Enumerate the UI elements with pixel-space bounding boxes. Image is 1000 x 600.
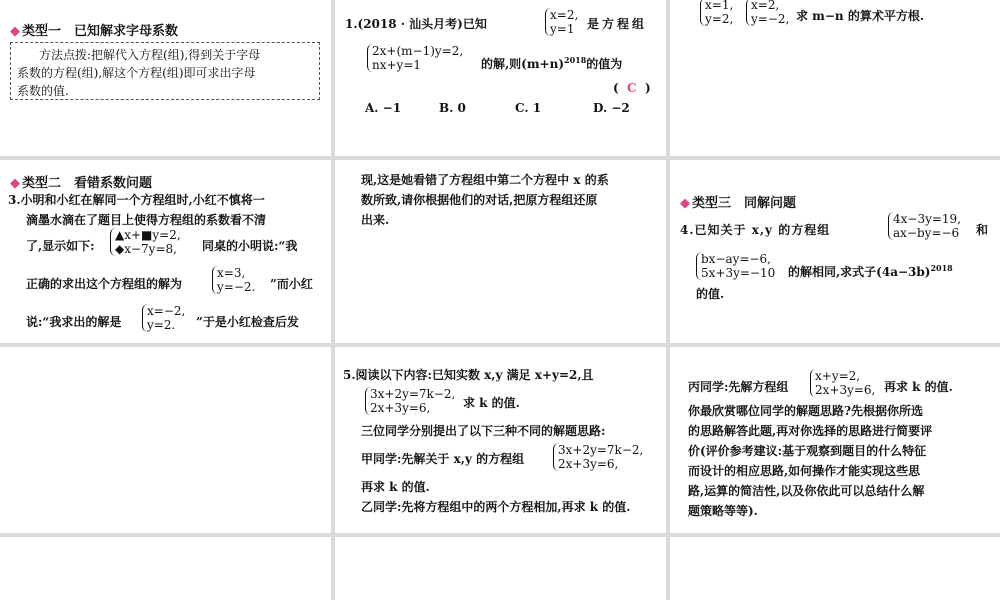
q5c-line-4: 价(评价参考建议:基于观察到题目的什么特征 bbox=[688, 444, 927, 458]
q5-line-4: 甲同学:先解关于 x,y 的方程组 bbox=[361, 452, 525, 466]
q5c-line-1b: 再求 k 的值. bbox=[884, 380, 953, 394]
answer-choice: C bbox=[627, 81, 637, 95]
option-d: D. −2 bbox=[593, 101, 630, 115]
method-tip-box bbox=[10, 42, 320, 100]
q5c-line-5: 而设计的相应思路,如何操作才能实现这些思 bbox=[688, 464, 921, 478]
q5c-line-6: 路,运算的简洁性,以及你依此可以总结什么解 bbox=[688, 484, 925, 498]
q3-correct-solution: x=3, y=−2. bbox=[212, 266, 255, 294]
method-line-3: 系数的值. bbox=[17, 84, 69, 98]
q3-line-5b: ”于是小红检查后发 bbox=[196, 315, 299, 329]
q3-line-4a: 正确的求出这个方程组的解为 bbox=[26, 277, 183, 291]
q1-answer: ( C ) bbox=[613, 81, 651, 95]
q3-line-4b: ”而小红 bbox=[270, 277, 313, 291]
diamond-icon: ◆ bbox=[680, 196, 690, 211]
cont1-text: 求 m−n 的算术平方根. bbox=[796, 9, 925, 23]
panel-continued-2 bbox=[335, 160, 666, 343]
q4-line-2: 的解相同,求式子$(4a-3b)^{2018}$ bbox=[788, 263, 953, 279]
q5-line-5: 再求 k 的值. bbox=[361, 480, 430, 494]
panel-blank-1 bbox=[0, 347, 331, 533]
q5-system-a: 3x+2y=7k−2, 2x+3y=6, bbox=[553, 443, 643, 471]
q1-solution: x=2, y=1 bbox=[545, 8, 578, 36]
q3-line-2: 滴墨水滴在了题目上使得方程组的系数看不清 bbox=[26, 213, 267, 227]
diamond-icon: ◆ bbox=[10, 176, 20, 191]
option-c: C. 1 bbox=[515, 101, 542, 115]
panel-type3 bbox=[670, 160, 1000, 343]
panel-blank-3 bbox=[335, 537, 666, 600]
q5c-line-1: 丙同学:先解方程组 bbox=[688, 380, 789, 394]
q5c-line-7: 题策略等等). bbox=[688, 504, 758, 518]
method-line-2: 系数的方程(组),解这个方程(组)即可求出字母 bbox=[17, 66, 256, 80]
cont2-line-2: 数所致,请你根据他们的对话,把原方程组还原 bbox=[361, 193, 598, 207]
q5c-system: x+y=2, 2x+3y=6, bbox=[810, 369, 875, 397]
q5-line-2: 求 k 的值. bbox=[463, 396, 520, 410]
option-b: B. 0 bbox=[439, 101, 466, 115]
q1-system: 2x+(m−1)y=2, nx+y=1 bbox=[367, 44, 463, 72]
cont2-line-1: 现,这是她看错了方程组中第二个方程中 x 的系 bbox=[361, 173, 609, 187]
q5c-line-2: 你最欣赏哪位同学的解题思路?先根据你所选 bbox=[688, 404, 924, 418]
q4-line-1: 4.已知关于 x,y 的方程组 bbox=[680, 223, 831, 237]
q3-line-5a: 说:“我求出的解是 bbox=[26, 315, 122, 329]
q1-prefix: 1.(2018 · 汕头月考)已知 bbox=[345, 17, 487, 31]
q5c-line-3: 的思路解答此题,再对你选择的思路进行简要评 bbox=[688, 424, 933, 438]
q3-wrong-solution: x=−2, y=2. bbox=[142, 304, 185, 332]
method-line-1: 方法点拨:把解代入方程(组),得到关于字母 bbox=[39, 48, 261, 62]
q5-system: 3x+2y=7k−2, 2x+3y=6, bbox=[365, 387, 455, 415]
q1-mid: 是方程组 bbox=[587, 17, 648, 31]
type2-heading: ◆ 类型二 看错系数问题 bbox=[10, 176, 153, 191]
panel-blank-2 bbox=[0, 537, 331, 600]
option-a: A. −1 bbox=[365, 101, 402, 115]
panel-blank-4 bbox=[670, 537, 1000, 600]
q3-line-3a: 了,显示如下: bbox=[26, 239, 95, 253]
panel-type1 bbox=[0, 0, 331, 156]
sol-pair-2: x=2, y=−2, bbox=[746, 0, 789, 26]
q3-ink-system: ▲x+■y=2, ◆x−7y=8, bbox=[110, 228, 181, 256]
q3-line-1: 3.小明和小红在解同一个方程组时,小红不慎将一 bbox=[8, 193, 265, 207]
panel-continued-1 bbox=[670, 0, 1000, 156]
sol-pair-1: x=1, y=2, bbox=[700, 0, 733, 26]
q1-suffix: 的解,则$(m+n)^{2018}$的值为 bbox=[481, 55, 623, 71]
q4-line-3: 的值. bbox=[696, 287, 725, 301]
q4-and: 和 bbox=[976, 223, 989, 237]
cont2-line-3: 出来. bbox=[361, 213, 390, 227]
q3-line-3b: 同桌的小明说:“我 bbox=[202, 239, 298, 253]
panel-type2 bbox=[0, 160, 331, 343]
panel-question5-cont bbox=[670, 347, 1000, 533]
q4-system-2: bx−ay=−6, 5x+3y=−10 bbox=[696, 252, 775, 280]
q5-line-1: 5.阅读以下内容:已知实数 x,y 满足 x+y=2,且 bbox=[343, 368, 594, 382]
type3-heading: ◆ 类型三 同解问题 bbox=[680, 196, 797, 211]
q4-system-1: 4x−3y=19, ax−by=−6 bbox=[888, 212, 961, 240]
panel-question1 bbox=[335, 0, 666, 156]
type1-heading: ◆ 类型一 已知解求字母系数 bbox=[10, 24, 179, 39]
q5-line-3: 三位同学分别提出了以下三种不同的解题思路: bbox=[361, 424, 606, 438]
q5-line-6: 乙同学:先将方程组中的两个方程相加,再求 k 的值. bbox=[361, 500, 631, 514]
panel-question5 bbox=[335, 347, 666, 533]
diamond-icon: ◆ bbox=[10, 24, 20, 39]
